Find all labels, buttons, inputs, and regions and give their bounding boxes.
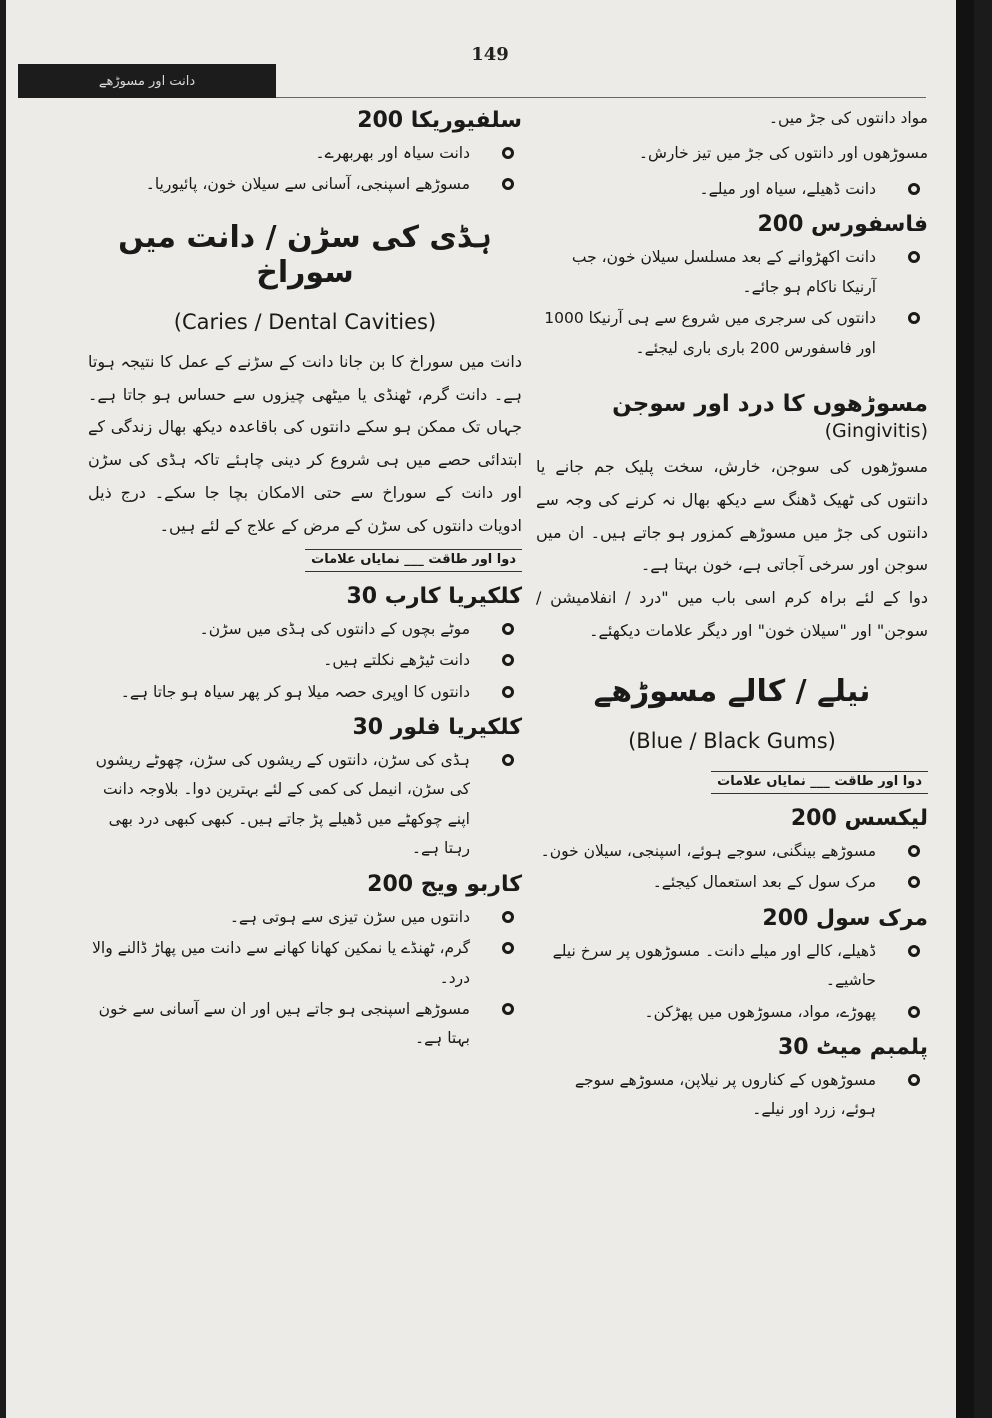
remedy-name: لیکسس 200 <box>790 805 928 831</box>
page-number: 149 <box>471 44 509 65</box>
list-item: ہڈی کی سڑن، دانتوں کے ریشوں کی سڑن، چھوٹے ریشوں کی سڑن، انیمل کی کمی کے لئے بہترین دوا۔ بلاوجہ دانت اپنے چوکھٹے میں ڈھیلے پڑ جاتے ہیں۔ کبھی کبھی درد بھی رہتا ہے۔ <box>88 746 522 864</box>
bullet-icon <box>502 654 514 666</box>
remedy-name: فاسفورس 200 <box>757 212 928 238</box>
intro-line: مواد دانتوں کی جڑ میں۔ <box>768 109 928 127</box>
symptom-list <box>88 746 522 864</box>
section-heading-gingivitis <box>536 391 928 443</box>
remedy-name: مرک سول 200 <box>762 905 928 931</box>
list-item: دانتوں کی سرجری میں شروع سے ہی آرنیکا 1000 اور فاسفورس 200 باری باری لیجئے۔ <box>536 304 928 363</box>
left-column <box>88 104 522 1056</box>
intro-line: مسوڑھوں اور دانتوں کی جڑ میں تیز خارش۔ <box>638 144 928 163</box>
list-item: دانت ڈھیلے، سیاہ اور میلے۔ <box>536 175 928 204</box>
list-item: مسوڑھے اسپنجی، آسانی سے سیلان خون، پائیوریا۔ <box>88 170 522 199</box>
list-item: دانت اکھڑوانے کے بعد مسلسل سیلان خون، جب آرنیکا ناکام ہو جائے۔ <box>536 243 928 302</box>
bullet-icon <box>502 623 514 635</box>
bullet-icon <box>908 183 920 195</box>
bullet-icon <box>502 178 514 190</box>
list-item: مسوڑھوں کے کناروں پر نیلاپن، مسوڑھے سوجے ہوئے، زرد اور نیلے۔ <box>536 1066 928 1125</box>
list-item: دانتوں کا اوپری حصہ میلا ہو کر پھر سیاہ ہو جاتا ہے۔ <box>88 678 522 707</box>
list-item: دانت ٹیڑھے نکلتے ہیں۔ <box>88 646 522 675</box>
remedy-name: کلکیریا فلور 30 <box>352 714 522 740</box>
section-title-urdu: مسوڑھوں کا درد اور سوجن <box>612 391 928 418</box>
section-title-urdu: ہڈی کی سڑن / دانت میں سوراخ <box>118 219 492 290</box>
symptom-list <box>536 243 928 363</box>
header-rule <box>276 97 926 98</box>
bullet-icon <box>908 1074 920 1086</box>
section-title-urdu: نیلے / کالے مسوڑھے <box>593 673 871 709</box>
remedy-name: پلمبم میٹ 30 <box>777 1035 928 1061</box>
list-item: موٹے بچوں کے دانتوں کی ہڈی میں سڑن۔ <box>88 615 522 644</box>
table-header: دوا اور طاقت ___ نمایاں علامات <box>305 549 522 572</box>
section-title-english: (Gingivitis) <box>824 420 928 443</box>
bullet-icon <box>502 754 514 766</box>
book-spine <box>956 0 974 1418</box>
list-item: مسوڑھے بینگنی، سوجے ہوئے، اسپنجی، سیلان خون۔ <box>536 837 928 866</box>
section-title-english: (Caries / Dental Cavities) <box>173 309 437 334</box>
right-column <box>536 104 928 1127</box>
bullet-icon <box>502 911 514 923</box>
list-item: ڈھیلے، کالے اور میلے دانت۔ مسوڑھوں پر سرخ نیلے حاشیے۔ <box>536 937 928 996</box>
remedy-name: کاربو ویج 200 <box>367 871 522 897</box>
symptom-list <box>88 615 522 707</box>
book-page <box>6 0 974 1418</box>
list-item: مرک سول کے بعد استعمال کیجئے۔ <box>536 868 928 897</box>
symptom-list <box>88 903 522 1054</box>
running-header: دانت اور مسوڑھے <box>18 64 276 98</box>
bullet-icon <box>502 1003 514 1015</box>
bullet-icon <box>908 845 920 857</box>
bullet-icon <box>908 251 920 263</box>
bullet-icon <box>502 686 514 698</box>
list-item: گرم، ٹھنڈے یا نمکین کھانا کھانے سے دانت میں پھاڑ ڈالنے والا درد۔ <box>88 934 522 993</box>
bullet-icon <box>502 942 514 954</box>
remedy-name: کلکیریا کارب 30 <box>346 583 522 609</box>
symptom-list <box>536 837 928 898</box>
section-paragraph: مسوڑھوں کی سوجن، خارش، سخت پلیک جم جانے یا دانتوں کی ٹھیک ڈھنگ سے دیکھ بھال نہ کرنے کی وجہ سے دانتوں کی جڑ میں مسوڑھے کمزور ہو جاتے ہیں۔ ان میں سوجن اور سرخی آجاتی ہے، خون بہتا ہے۔ <box>536 457 928 575</box>
list-item: مسوڑھے اسپنجی ہو جاتے ہیں اور ان سے آسانی سے خون بہتا ہے۔ <box>88 995 522 1054</box>
list-item: دانت سیاہ اور بھربھرے۔ <box>88 139 522 168</box>
bullet-icon <box>908 312 920 324</box>
symptom-list <box>536 1066 928 1125</box>
symptom-list <box>88 139 522 200</box>
bullet-icon <box>908 945 920 957</box>
bullet-icon <box>908 1006 920 1018</box>
list-item: پھوڑے، مواد، مسوڑھوں میں پھڑکن۔ <box>536 998 928 1027</box>
symptom-list <box>536 937 928 1027</box>
remedy-name: سلفیوریکا 200 <box>357 108 522 133</box>
bullet-icon <box>502 147 514 159</box>
section-paragraph: دانت میں سوراخ کا بن جانا دانت کے سڑنے کے عمل کا نتیجہ ہوتا ہے۔ دانت گرم، ٹھنڈی یا میٹھی چیزوں سے حساس ہو جاتا ہے۔ جہاں تک ممکن ہو سکے دانتوں کی باقاعدہ دیکھ بھال زندگی کے ابتدائی حصے میں ہی شروع کر دینی چاہئے تاکہ ہڈی کی سڑن اور دانت کے سوراخ سے حتی الامکان بچا جا سکے۔ درج ذیل ادویات دانتوں کی سڑن کے مرض کے علاج کے لئے ہیں۔ <box>88 351 522 535</box>
list-item: دانتوں میں سڑن تیزی سے ہوتی ہے۔ <box>88 903 522 932</box>
table-header: دوا اور طاقت ___ نمایاں علامات <box>711 771 928 794</box>
bullet-icon <box>908 876 920 888</box>
section-title-english: (Blue / Black Gums) <box>628 728 836 753</box>
intro-list <box>536 175 928 204</box>
section-paragraph: دوا کے لئے براہ کرم اسی باب میں "درد / انفلامیشن / سوجن" اور "سیلان خون" اور دیگر علامات دیکھئے۔ <box>536 588 928 641</box>
